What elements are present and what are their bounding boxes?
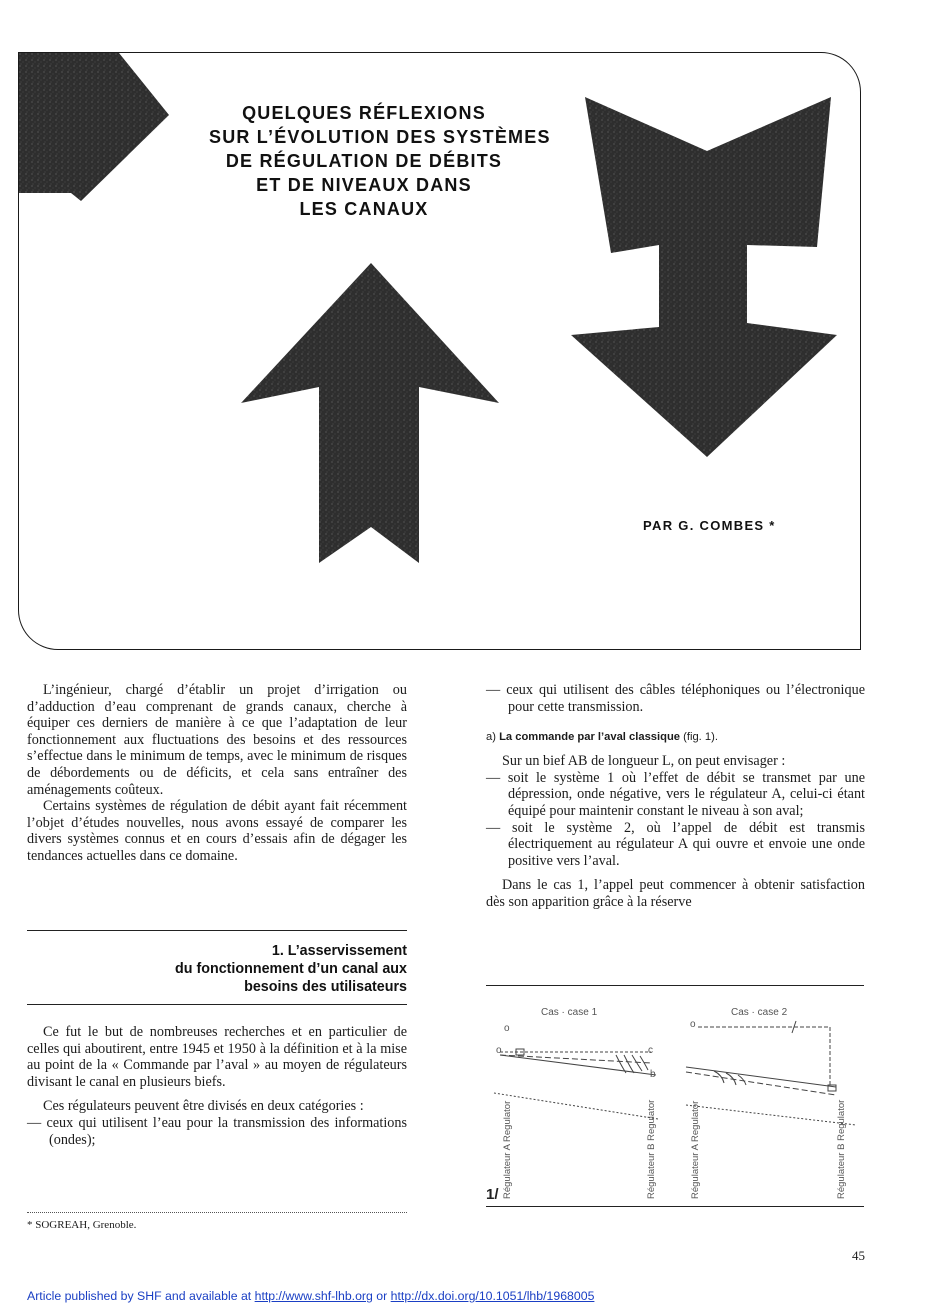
figure-number: 1/: [486, 1186, 499, 1203]
point-label-o: o: [690, 1019, 696, 1030]
bullet-item: — ceux qui utilisent des câbles téléphoniques ou l’électronique pour cette transmission.: [486, 682, 865, 715]
point-label-o: o: [496, 1045, 502, 1056]
figure-1: [486, 985, 866, 1215]
regulator-b-case1-label: Régulateur B Regulator: [646, 1099, 657, 1199]
case-1-label: Cas · case 1: [541, 1007, 598, 1018]
right-column: [486, 682, 865, 911]
page-number: 45: [852, 1248, 865, 1263]
paragraph: L’ingénieur, chargé d’établir un projet d’irrigation ou d’adduction d’eau comprenant de grands canaux, cherche à équiper ces derniers de manière à ce que l’adaptation de leur fonctionnement aux fluctuations des besoins et des ressources s’effectue dans le minimum de temps, avec le minimum de risques de débordements ou de déficits, et cela sans entraîner des aménagements coûteux.: [27, 682, 407, 798]
regulator-b-case2-label: Régulateur B Regulator: [836, 1099, 847, 1199]
publication-footer: [27, 1289, 594, 1303]
author-byline: PAR G. COMBES *: [643, 518, 776, 533]
regulator-a-case1-label: Régulateur A Regulator: [502, 1100, 513, 1199]
regulator-a-case2-label: Régulateur A Regulator: [690, 1100, 701, 1199]
section-title-line: 1. L’asservissement: [271, 943, 407, 959]
left-column-section: [27, 1024, 407, 1148]
bullet-item: — soit le système 2, où l’appel de débit est transmis électriquement au régulateur A qui ouvre et envoie une onde positive vers l’aval.: [486, 819, 865, 869]
section-title-line: du fonctionnement d’un canal aux: [175, 961, 407, 977]
title-line: QUELQUES RÉFLEXIONS: [242, 103, 486, 123]
title-frame: [18, 52, 861, 650]
title-line: ET DE NIVEAUX DANS: [256, 175, 472, 195]
paragraph: Ces régulateurs peuvent être divisés en deux catégories :: [43, 1098, 364, 1115]
left-column: [27, 682, 407, 865]
section-title-line: besoins des utilisateurs: [244, 979, 407, 995]
title-line: LES CANAUX: [299, 199, 429, 219]
section-heading: [27, 942, 407, 1002]
case-2-label: Cas · case 2: [731, 1007, 788, 1018]
paragraph: Ce fut le but de nombreuses recherches et en particulier de celles qui aboutirent, entre 1945 et 1950 à la définition et à la mise au point de la « Commande par l’aval » au moyen de régulateurs divisant le canal en plusieurs biefs.: [27, 1024, 407, 1090]
subheading: [486, 729, 865, 745]
paragraph: Certains systèmes de régulation de débit ayant fait récemment l’objet d’études nouvelles, nous avons essayé de comparer les divers systèmes connus et en cours d’essais afin de dégager les tendances actuelles dans ce domaine.: [27, 798, 407, 864]
left-arrow-shape: [19, 53, 169, 201]
bullet-item: — soit le système 1 où l’effet de débit se transmet par une dépression, onde négative, vers le régulateur A, celui-ci étant équipé pour maintenir constant le niveau à son aval;: [486, 769, 865, 819]
section-rule-bottom: [27, 1004, 407, 1005]
subheading-prefix: a): [486, 731, 496, 744]
point-label-b: b: [650, 1069, 656, 1080]
section-rule-top: [27, 930, 407, 931]
subheading-title: La commande par l’aval classique: [499, 731, 681, 744]
point-label-c: c: [648, 1045, 653, 1056]
doi-link[interactable]: http://dx.doi.org/10.1051/lhb/1968005: [390, 1289, 595, 1303]
title-line: SUR L’ÉVOLUTION DES SYSTÈMES: [209, 127, 551, 147]
footer-middle: or: [372, 1289, 391, 1303]
shf-link[interactable]: http://www.shf-lhb.org: [254, 1289, 373, 1303]
point-label-o: o: [504, 1023, 510, 1034]
footnote-rule: [27, 1212, 407, 1213]
up-arrow-shape: [241, 263, 499, 563]
canal-diagram: [486, 985, 866, 1215]
footnote: * SOGREAH, Grenoble.: [27, 1219, 137, 1231]
paragraph: Dans le cas 1, l’appel peut commencer à obtenir satisfaction dès son apparition grâce à la réserve: [486, 877, 865, 910]
article-title: [209, 101, 551, 221]
footer-prefix: Article published by SHF and available at: [27, 1289, 255, 1303]
title-line: DE RÉGULATION DE DÉBITS: [225, 151, 503, 171]
figure-rule-bottom: [486, 1206, 864, 1207]
subheading-ref: (fig. 1).: [683, 731, 718, 744]
paragraph: Sur un bief AB de longueur L, on peut envisager :: [502, 753, 786, 770]
down-arrow-shape: [571, 97, 837, 457]
bullet-item: — ceux qui utilisent l’eau pour la transmission des informations (ondes);: [27, 1114, 407, 1148]
